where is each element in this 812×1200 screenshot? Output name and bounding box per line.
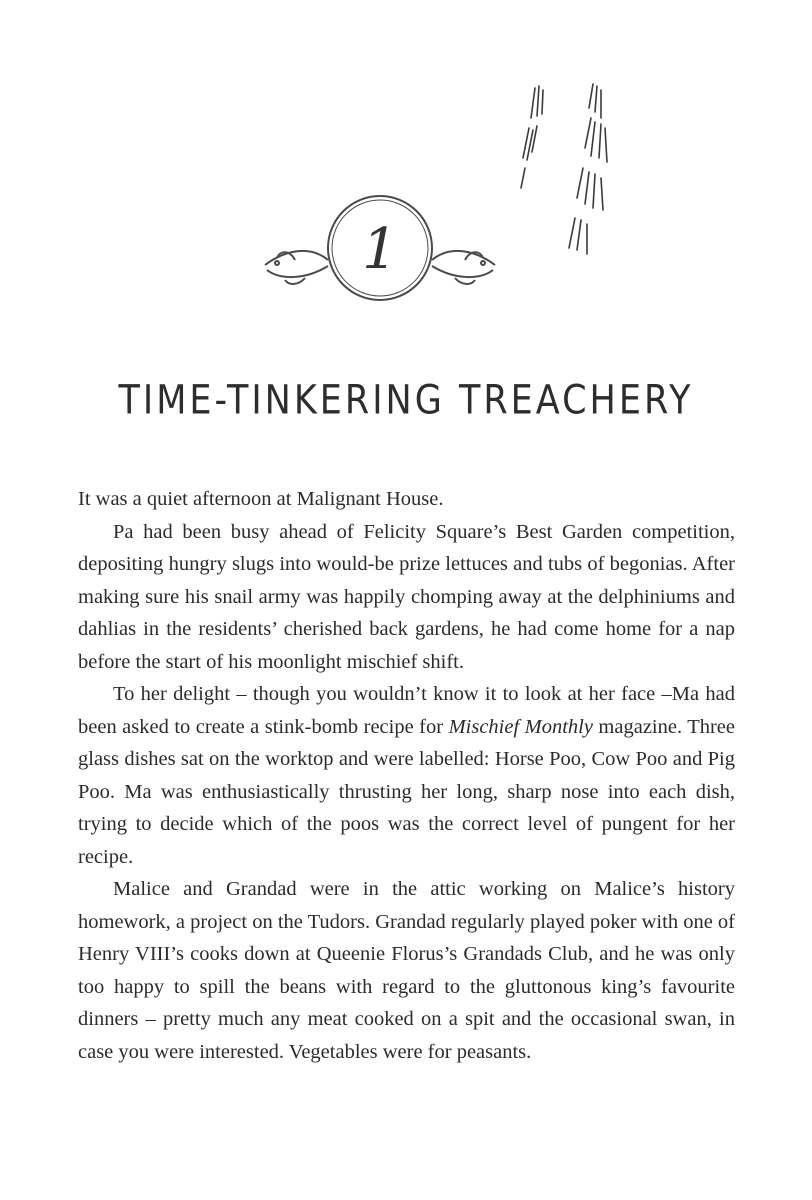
paragraph-3 <box>78 678 735 873</box>
paragraph-1: It was a quiet afternoon at Malignant House. <box>78 488 444 510</box>
paragraph-3-part-b: magazine. Three glass dishes sat on the worktop and were labelled: Horse Poo, Cow Poo and Pig Poo. Ma was enthusiastically thrusting her long, sharp nose into each dish, trying to decide which of the poos was the correct level of pungent for her recipe. <box>78 715 736 868</box>
chapter-body <box>78 483 735 1068</box>
chapter-number: 1 <box>362 217 398 282</box>
paragraph-3-part-a: To her delight – though you wouldn’t know it to look at her face –Ma had been asked to create a stink-bomb recipe for <box>78 683 735 738</box>
paragraph-4: Malice and Grandad were in the attic working on Malice’s history homework, a project on the Tudors. Grandad regularly played poker with one of Henry VIII’s cooks down at Queenie Florus’s Grandads Club, and he was only too happy to spill the beans with regard to the gluttonous king’s favourite dinners – pretty much any meat cooked on a spit and the occasional swan, in case you were interested. Vegetables were for peasants. <box>78 878 735 1063</box>
magazine-title: Mischief Monthly <box>448 715 593 738</box>
feathers-illustration <box>515 78 625 258</box>
paragraph-2: Pa had been busy ahead of Felicity Square’s Best Garden competition, depositing hungry slugs into would-be prize lettuces and tubs of begonias. After making sure his snail army was happily chomping away at the delphiniums and dahlias in the residents’ cherished back gardens, he had come home for a nap before the start of his moonlight mischief shift. <box>78 520 735 673</box>
chapter-title: TIME-TINKERING TREACHERY <box>118 378 694 425</box>
